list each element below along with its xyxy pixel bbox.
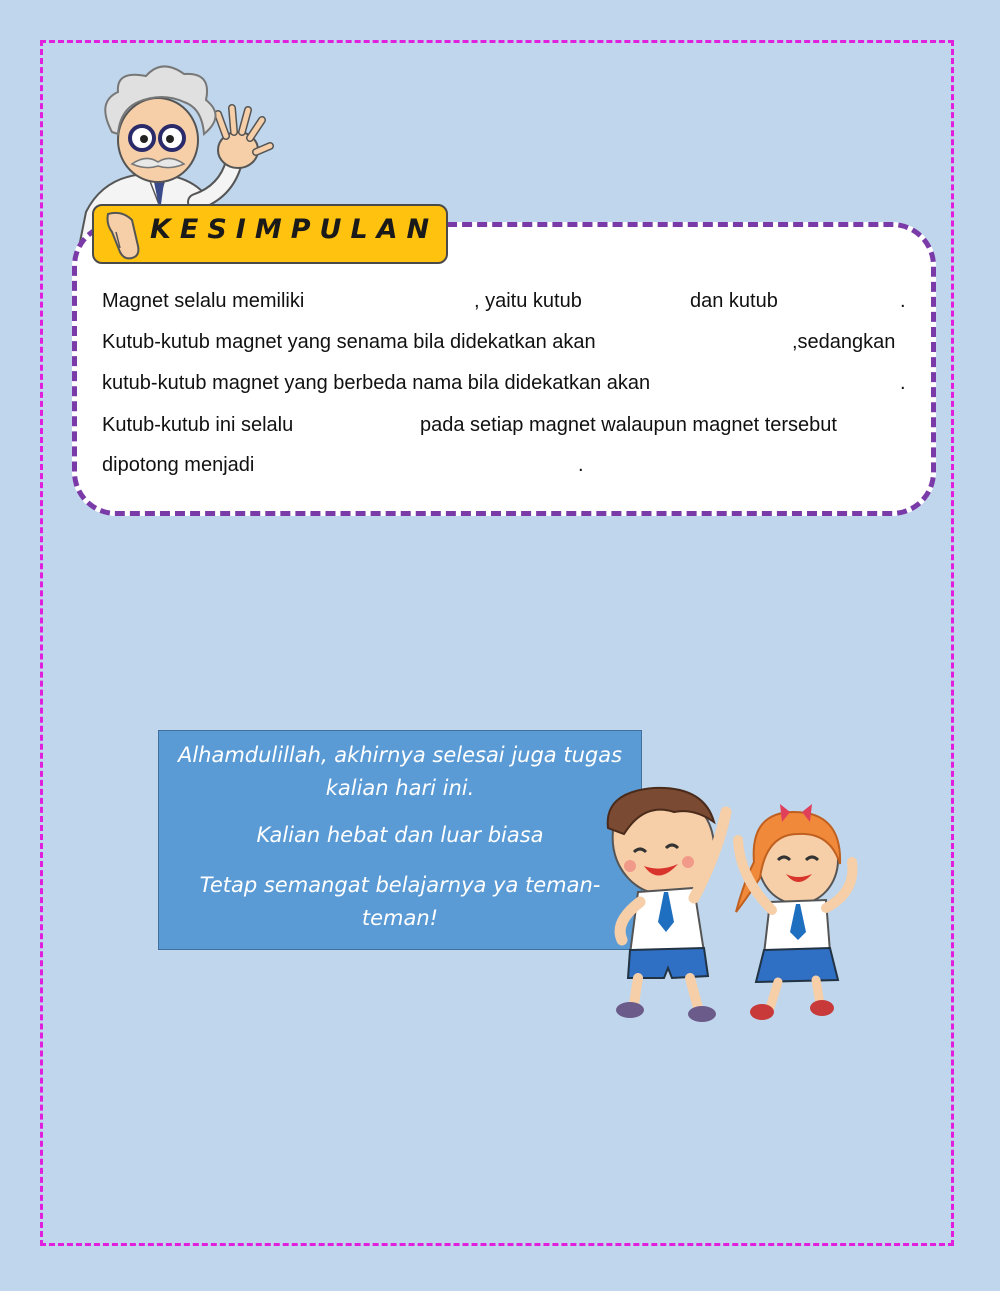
happy-kids-illustration <box>594 782 862 1032</box>
paragraph-line-5 <box>102 454 906 480</box>
text-segment: pada setiap magnet walaupun magnet tersebut <box>420 414 837 436</box>
text-segment: . <box>578 454 584 476</box>
paragraph-line-1 <box>102 290 906 316</box>
text-segment: Kutub-kutub magnet yang senama bila didekatkan akan <box>102 331 596 353</box>
closing-message-box <box>158 730 642 950</box>
text-segment: . <box>900 290 906 312</box>
text-segment: Magnet selalu memiliki <box>102 290 305 312</box>
text-segment: dan kutub <box>690 290 778 312</box>
message-line: Kalian hebat dan luar biasa <box>256 823 544 847</box>
banner-title: KESIMPULAN <box>150 214 439 245</box>
text-segment: Kutub-kutub ini selalu <box>102 414 294 436</box>
message-line: Tetap semangat belajarnya ya teman-teman! <box>199 873 601 930</box>
paragraph-line-4 <box>102 414 906 440</box>
paragraph-line-2 <box>102 331 906 357</box>
pointing-hand-icon <box>98 206 154 262</box>
paragraph-line-3 <box>102 372 906 398</box>
text-segment: kutub-kutub magnet yang berbeda nama bila didekatkan akan <box>102 372 651 394</box>
text-segment: ,sedangkan <box>792 331 896 353</box>
message-line: Alhamdulillah, akhirnya selesai juga tugas kalian hari ini. <box>177 743 623 800</box>
text-segment: . <box>900 372 906 394</box>
text-segment: , yaitu kutub <box>474 290 582 312</box>
text-segment: dipotong menjadi <box>102 454 255 476</box>
